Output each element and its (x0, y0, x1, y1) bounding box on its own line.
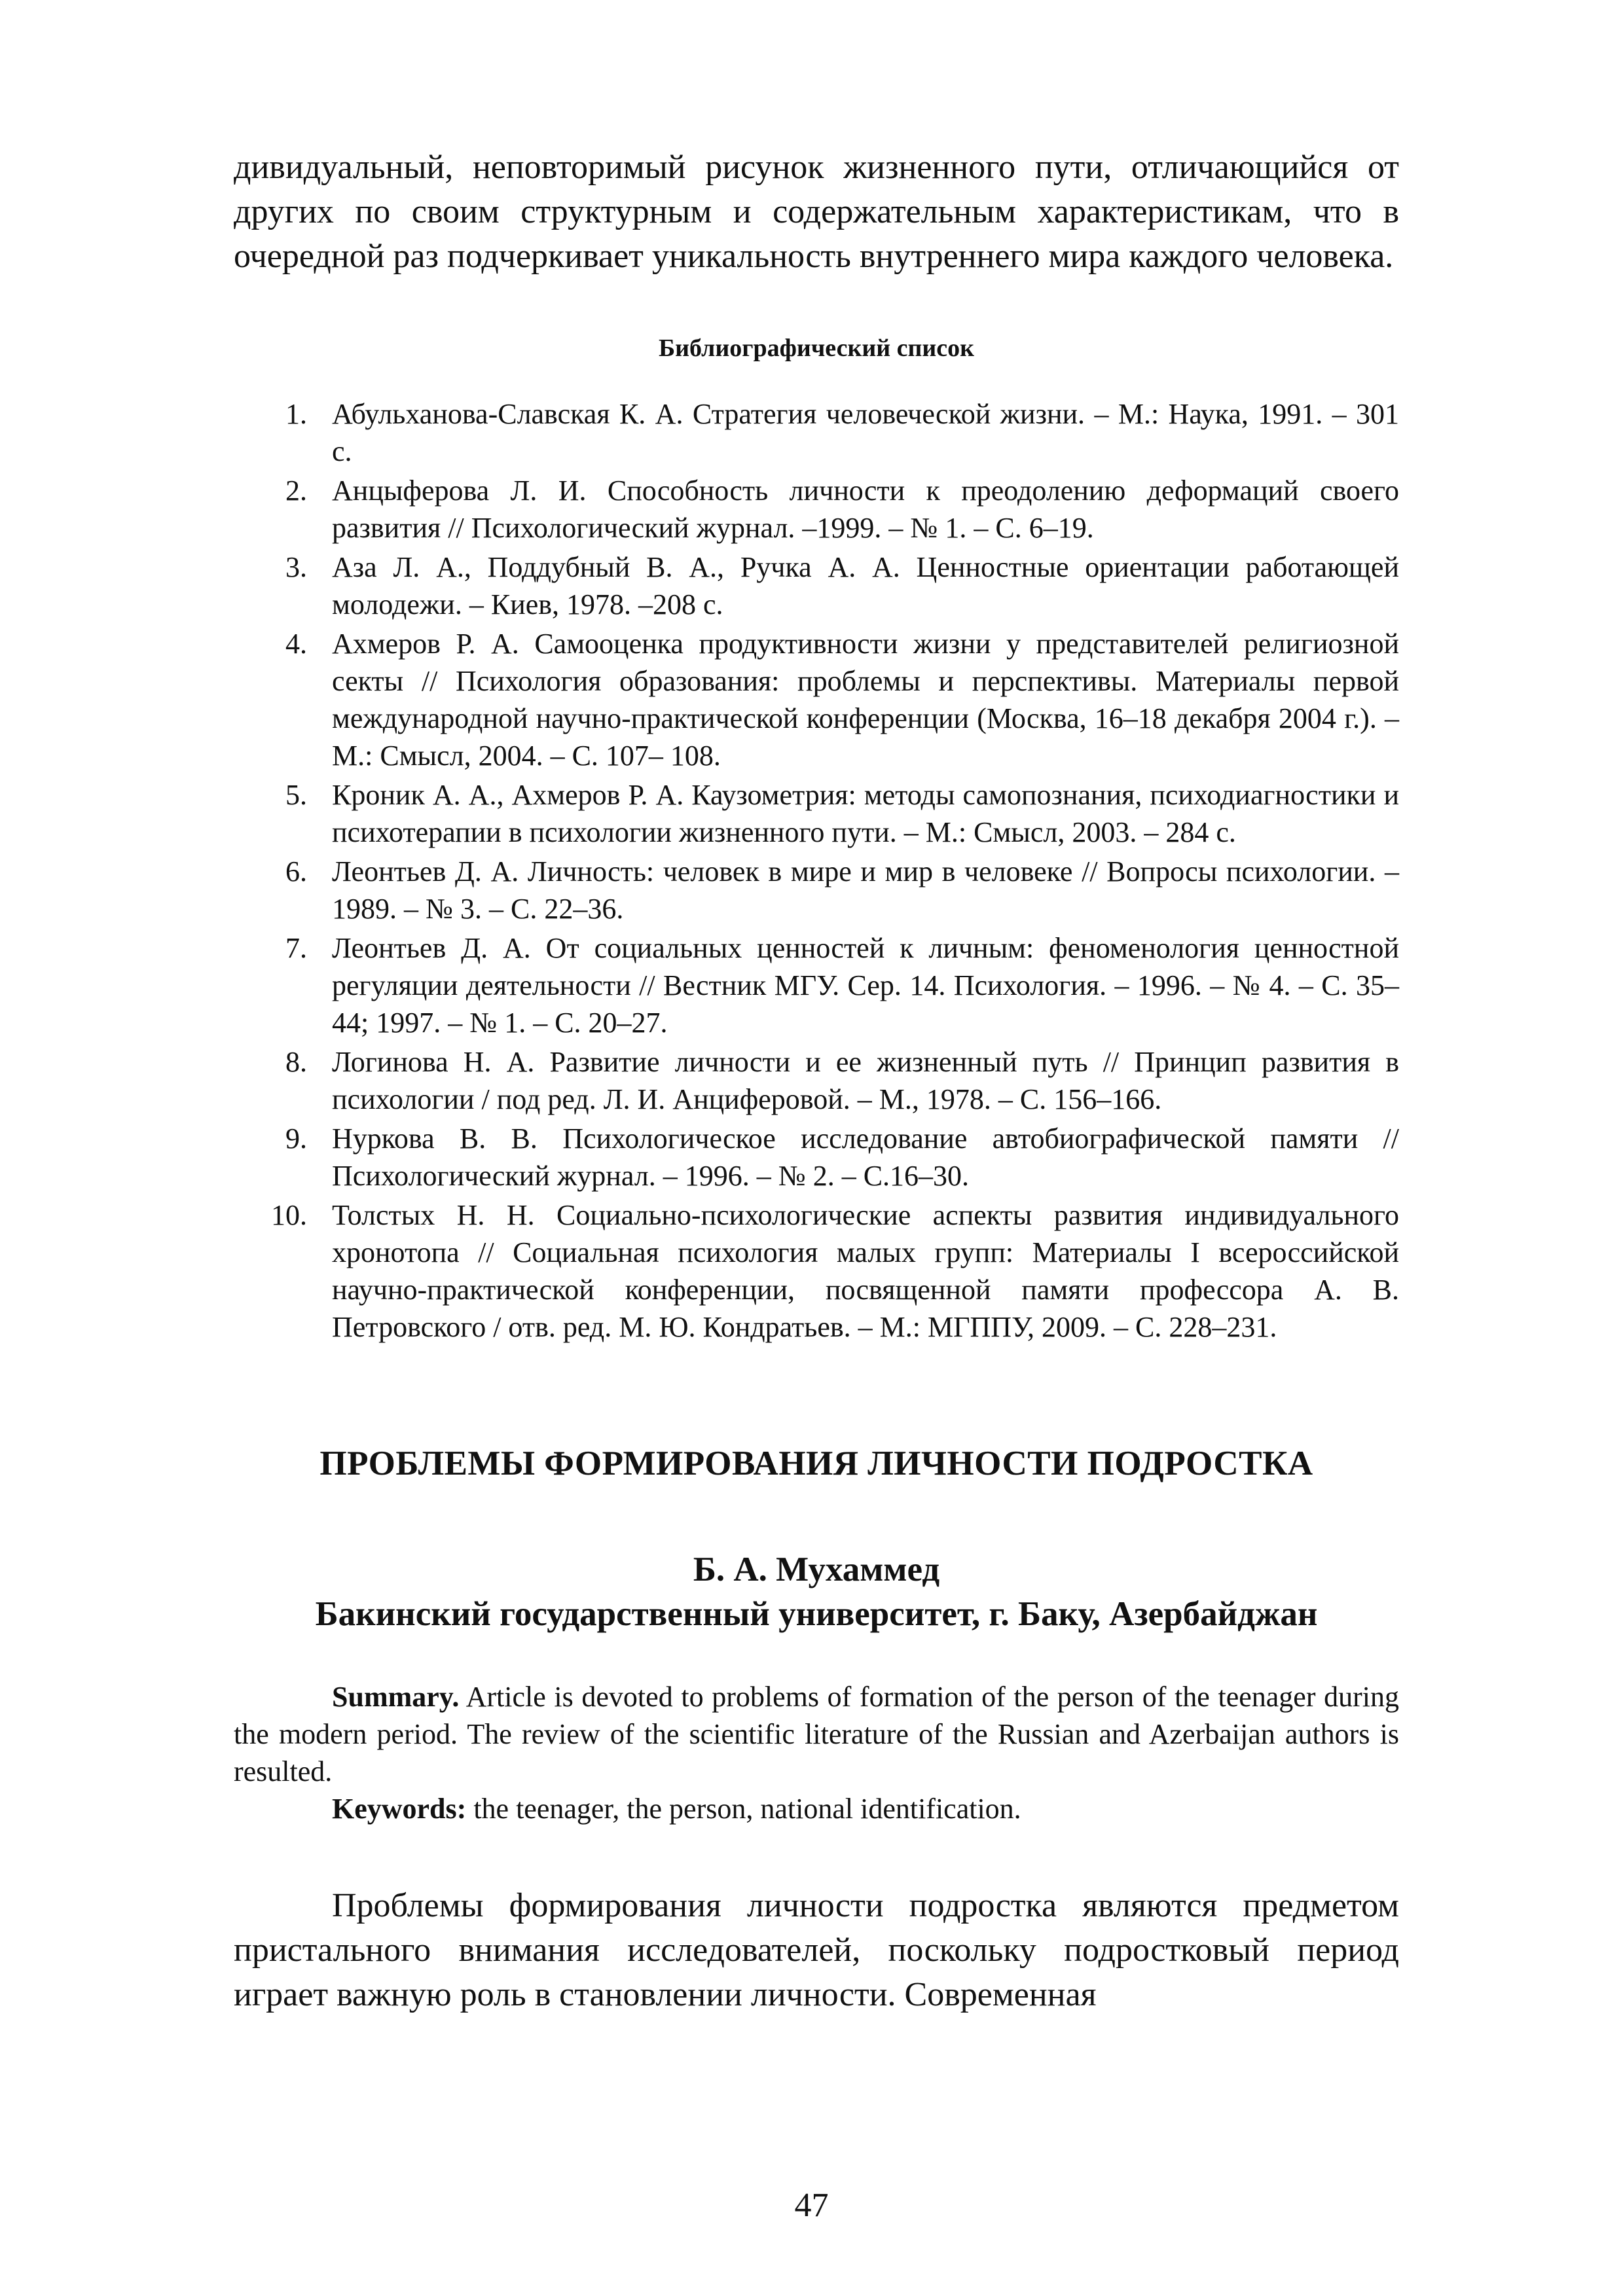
bibliography-item-text: Леонтьев Д. А. От социальных ценностей к личным: феноменология ценностной регуляции деятельности // Вестник МГУ. Сер. 14. Психология. – 1996. – № 4. – С. 35–44; 1997. – № 1. – С. 20–27. (332, 932, 1399, 1039)
body-paragraph: Проблемы формирования личности подростка являются предметом пристального внимания исследователей, поскольку подростковый период играет важную роль в становлении личности. Современная (234, 1887, 1399, 2013)
bibliography-item-number: 8. (285, 1046, 307, 1078)
bibliography-title: Библиографический список (658, 334, 975, 362)
bibliography-item-number: 5. (285, 779, 307, 811)
bibliography-item (234, 395, 1399, 470)
bibliography-item-number: 4. (285, 628, 307, 660)
bibliography-item-text: Нуркова В. В. Психологическое исследование автобиографической памяти // Психологический журнал. – 1996. – № 2. – С.16–30. (332, 1122, 1399, 1192)
article-author: Б. А. Мухаммед (693, 1551, 940, 1588)
intro-paragraph: дивидуальный, неповторимый рисунок жизненного пути, отличающийся от других по своим структурным и содержательным характеристикам, что в очередной раз подчеркивает уникальность внутреннего мира каждого человека. (234, 149, 1399, 275)
page-content (234, 145, 1399, 2017)
article-affiliation: Бакинский государственный университет, г. Баку, Азербайджан (315, 1595, 1318, 1633)
bibliography-item (234, 1043, 1399, 1118)
bibliography-item-text: Ахмеров Р. А. Самооценка продуктивности жизни у представителей религиозной секты // Психология образования: проблемы и перспективы. Материалы первой международной научно-практической конференции (Москва, 16–18 декабря 2004 г.). – М.: Смысл, 2004. – С. 107– 108. (332, 628, 1399, 772)
summary-paragraph (234, 1678, 1399, 1790)
bibliography-item-number: 6. (285, 855, 307, 888)
bibliography-item (234, 548, 1399, 623)
bibliography-item (234, 929, 1399, 1041)
keywords-paragraph (234, 1790, 1399, 1827)
bibliography-item-number: 2. (285, 475, 307, 507)
summary-text: Article is devoted to problems of formation of the person of the teenager during the modern period. The review of the scientific literature of the Russian and Azerbaijan authors is resulted. (234, 1681, 1399, 1787)
page-number: 47 (794, 2187, 829, 2224)
bibliography-item (234, 625, 1399, 774)
bibliography-item-number: 3. (285, 551, 307, 583)
bibliography-item-number: 1. (285, 398, 307, 430)
bibliography-item-text: Абульханова-Славская К. А. Стратегия человеческой жизни. – М.: Наука, 1991. – 301 с. (332, 398, 1399, 467)
bibliography-item (234, 776, 1399, 851)
bibliography-item-text: Логинова Н. А. Развитие личности и ее жизненный путь // Принцип развития в психологии / под ред. Л. И. Анциферовой. – М., 1978. – С. 156–166. (332, 1046, 1399, 1115)
summary-label: Summary. (332, 1681, 460, 1713)
bibliography-item-text: Анцыферова Л. И. Способность личности к преодолению деформаций своего развития // Психологический журнал. –1999. – № 1. – С. 6–19. (332, 475, 1399, 544)
bibliography-item-text: Леонтьев Д. А. Личность: человек в мире и мир в человеке // Вопросы психологии. – 1989. – № 3. – С. 22–36. (332, 855, 1399, 925)
article-title: ПРОБЛЕМЫ ФОРМИРОВАНИЯ ЛИЧНОСТИ ПОДРОСТКА (319, 1444, 1313, 1482)
keywords-text: the teenager, the person, national identification. (473, 1793, 1021, 1825)
bibliography-item-number: 10. (271, 1199, 307, 1231)
bibliography-item-number: 7. (285, 932, 307, 964)
bibliography-list (234, 395, 1399, 1346)
keywords-label: Keywords: (332, 1793, 467, 1825)
bibliography-item (234, 853, 1399, 927)
bibliography-item (234, 1120, 1399, 1194)
bibliography-item (234, 1196, 1399, 1346)
bibliography-item-text: Толстых Н. Н. Социально-психологические аспекты развития индивидуального хронотопа // Социальная психология малых групп: Материалы I всероссийской научно-практической конференции, посвященной памяти профессора А. В. Петровского / отв. ред. М. Ю. Кондратьев. – М.: МГППУ, 2009. – С. 228–231. (332, 1199, 1399, 1343)
bibliography-item-text: Кроник А. А., Ахмеров Р. А. Каузометрия: методы самопознания, психодиагностики и психотерапии в психологии жизненного пути. – М.: Смысл, 2003. – 284 с. (332, 779, 1399, 848)
bibliography-item-number: 9. (285, 1122, 307, 1155)
bibliography-item-text: Аза Л. А., Поддубный В. А., Ручка А. А. Ценностные ориентации работающей молодежи. – Киев, 1978. –208 с. (332, 551, 1399, 620)
bibliography-item (234, 472, 1399, 547)
